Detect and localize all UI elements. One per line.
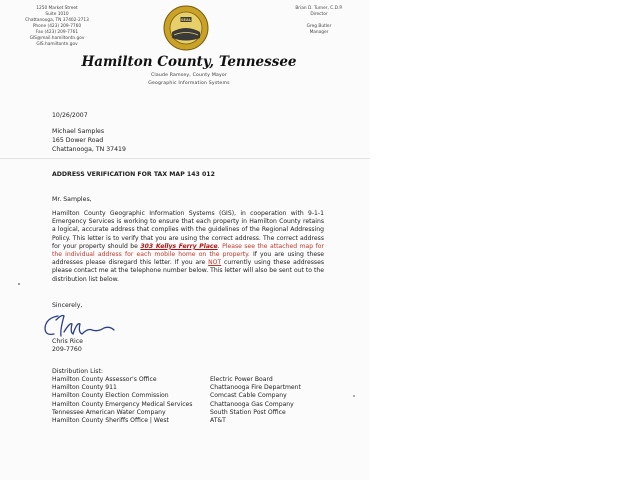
distribution-item: Hamilton County Sheriffs Office | West [52, 417, 169, 425]
not-emphasis: NOT [208, 259, 222, 267]
letterhead-line: 1250 Market Street [36, 6, 78, 11]
distribution-item: Chattanooga Gas Company [210, 400, 294, 408]
body-text: If you are using these addresses please disregard this letter. If you are [52, 251, 324, 267]
official-title: Manager [309, 30, 329, 35]
letterhead-line: Fax (423) 209-7761 [35, 30, 79, 35]
hole-punch-mark [18, 283, 20, 285]
distribution-item: Hamilton County Assessor's Office [52, 376, 157, 383]
salutation: Mr. Samples, [52, 196, 92, 203]
closing: Sincerely, [52, 302, 83, 309]
map-note: Please see the attached map for the individual address for each mobile home on the property. [52, 242, 325, 259]
signer-name: Chris Rice [52, 338, 83, 345]
official-name: Greg Butler [306, 24, 332, 29]
letterhead-contact [22, 6, 92, 48]
paper-speck [353, 395, 355, 397]
distribution-item: Hamilton County Emergency Medical Services [52, 400, 193, 408]
distribution-column-2 [210, 376, 301, 425]
recipient-city: Chattanooga, TN 37419 [52, 146, 126, 153]
distribution-item: Tennessee American Water Company [52, 408, 166, 416]
distribution-item: Comcast Cable Company [210, 392, 287, 400]
seal-label: SEAL [180, 18, 192, 22]
distribution-item: South Station Post Office [210, 408, 286, 416]
distribution-item: Electric Power Board [210, 376, 273, 383]
distribution-column-1 [52, 376, 192, 425]
distribution-item: AT&T [210, 417, 226, 425]
letter-subject: ADDRESS VERIFICATION FOR TAX MAP 143 012 [52, 171, 215, 178]
body-text: . [217, 242, 223, 250]
letterhead-line: GIS@mail.hamiltontn.gov [29, 36, 85, 41]
official-title: Director [310, 12, 328, 17]
mayor-line: Claude Ramsey, County Mayor [150, 73, 228, 78]
letterhead-line: GIS.hamiltontn.gov [36, 42, 78, 47]
distribution-item: Chattanooga Fire Department [210, 384, 301, 392]
letterhead-line: Phone (423) 209-7760 [32, 24, 82, 29]
recipient-name: Michael Samples [52, 128, 105, 135]
body-text: Hamilton County Geographic Information Systems (GIS), in cooperation with 9-1-1 Emergency Services is working to ensure that each property in Hamilton County retains a logical, accurate address that complies with the guidelines of the Regional Addressing Policy. This letter is to verify that you are using the correct address. The correct address for your property should be [52, 210, 324, 250]
letter-date: 10/26/2007 [52, 112, 88, 119]
distribution-item: Hamilton County Election Commission [52, 392, 169, 400]
body-text: currently using these addresses please contact me at the telephone number below. This letter will also be sent out to the distribution list below. [52, 259, 324, 283]
county-title: Hamilton County, Tennessee [81, 54, 297, 70]
property-address: 303 Kellys Ferry Place [140, 242, 218, 250]
signer-phone: 209-7760 [52, 346, 82, 353]
paper-fold [0, 158, 370, 159]
recipient-street: 165 Dower Road [52, 137, 104, 144]
distribution-heading: Distribution List: [52, 368, 103, 375]
letter-body [52, 210, 324, 284]
department-line: Geographic Information Systems [148, 81, 230, 86]
official-name: Brian D. Turner, C.D.P. [295, 6, 343, 11]
county-seal-icon [163, 5, 209, 51]
letterhead-line: Suite 1010 [45, 12, 69, 17]
distribution-item: Hamilton County 911 [52, 384, 117, 392]
letterhead-officials [284, 6, 354, 36]
letterhead-line: Chattanooga, TN 37402-2713 [25, 18, 89, 23]
